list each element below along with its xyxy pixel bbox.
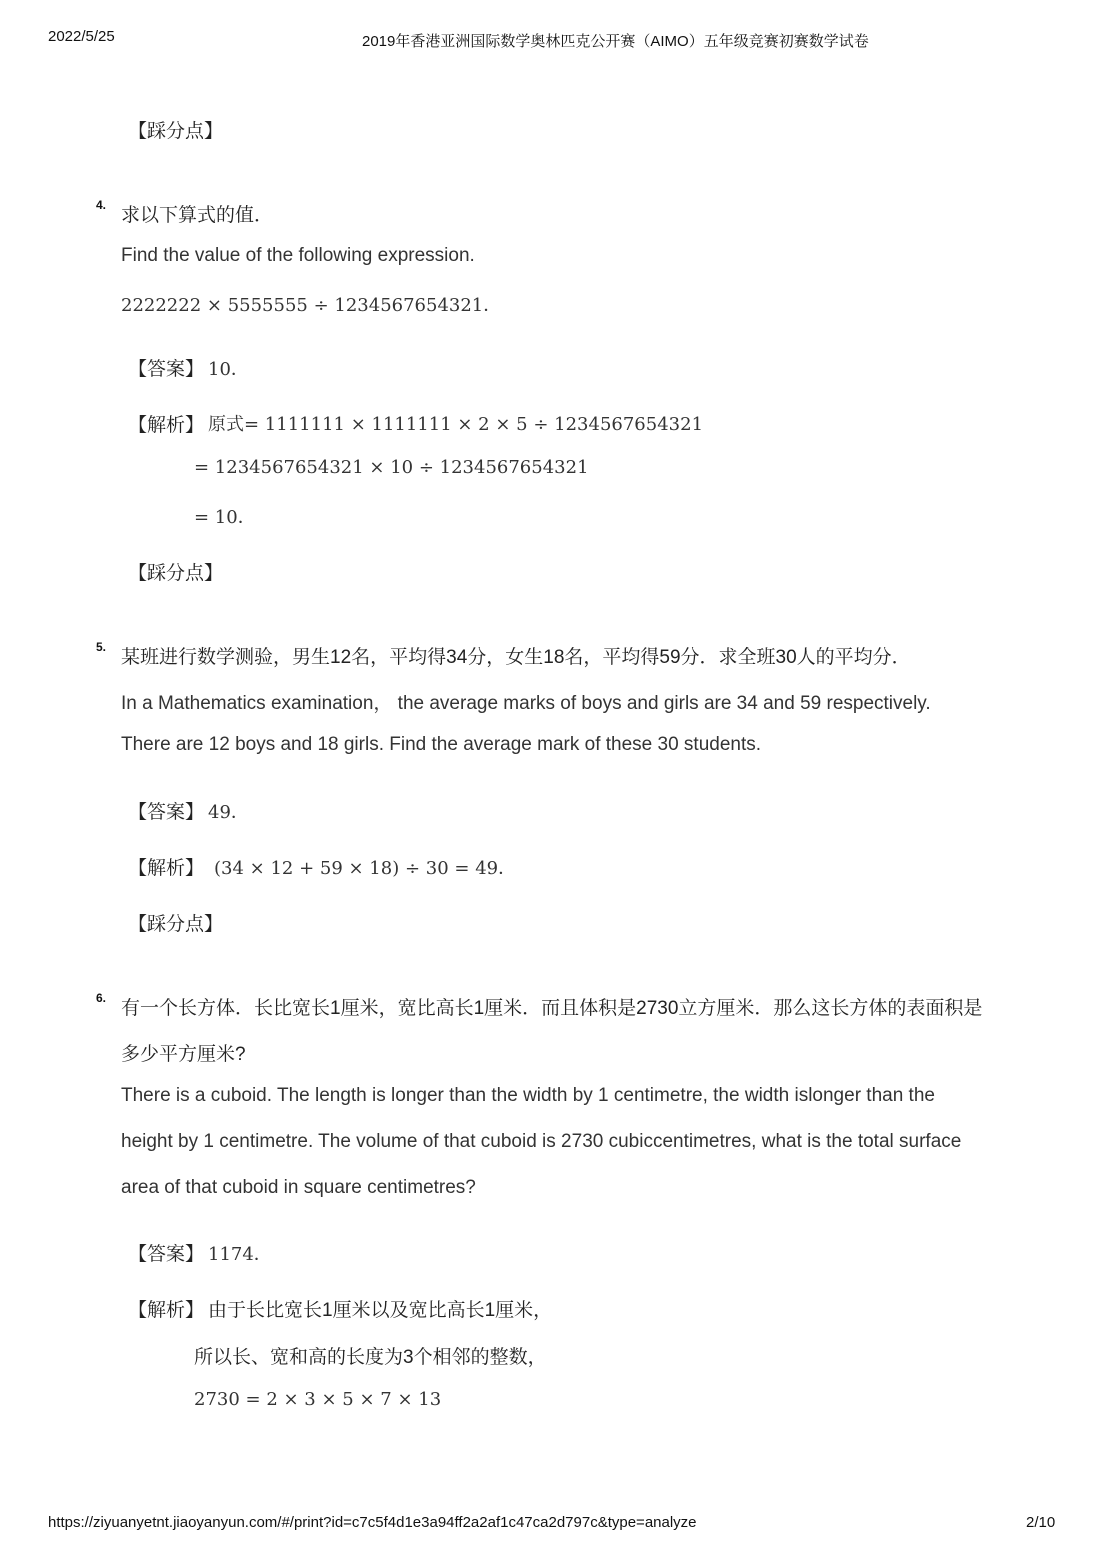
document-title: 2019年香港亚洲国际数学奥林匹克公开赛（AIMO）五年级竞赛初赛数学试卷 (362, 33, 869, 50)
q4-text-cn: 求以下算式的值． (121, 205, 274, 226)
q6-analysis-line2: 所以长、宽和高的长度为3个相邻的整数， (194, 1347, 547, 1368)
q5-text-en-line1: In a Mathematics examination， the average marks of boys and girls are 34 and 59 respectively. (121, 693, 931, 714)
q4-analysis-label: 【解析】 (128, 415, 205, 436)
page-number: 2/10 (1026, 1514, 1056, 1531)
q4-text-en: Find the value of the following expression. (121, 245, 475, 266)
q6-text-cn-line1: 有一个长方体．长比宽长1厘米，宽比高长1厘米．而且体积是2730立方厘米．那么这长方体的表面积是 (121, 998, 983, 1019)
q5-text-cn: 某班进行数学测验，男生12名，平均得34分，女生18名，平均得59分．求全班30人的平均分． (121, 647, 911, 668)
q6-analysis-label: 【解析】 (128, 1300, 205, 1321)
q5-number: 5. (96, 640, 107, 654)
q4-analysis-line2: = 1234567654321 × 10 ÷ 1234567654321 (194, 457, 589, 478)
q6-analysis-line3: 2730 = 2 × 3 × 5 × 7 × 13 (194, 1389, 442, 1410)
q5-answer-label: 【答案】 (128, 802, 205, 823)
q4-answer-value: 10． (208, 359, 249, 380)
q6-answer-value: 1174． (208, 1244, 272, 1265)
q4-analysis-line3: = 10． (194, 507, 256, 528)
prev-scoring-label: 【踩分点】 (128, 121, 224, 142)
q6-text-en-line1: There is a cuboid. The length is longer than the width by 1 centimetre, the width islonger than the (121, 1085, 935, 1106)
q6-text-cn-line2: 多少平方厘米? (121, 1044, 246, 1065)
q6-analysis-line1: 由于长比宽长1厘米以及宽比高长1厘米， (208, 1300, 553, 1321)
q5-text-en-line2: There are 12 boys and 18 girls. Find the average mark of these 30 students. (121, 734, 762, 755)
q4-expression: 2222222 × 5555555 ÷ 1234567654321． (121, 295, 502, 316)
q6-text-en-line3: area of that cuboid in square centimetres? (121, 1177, 476, 1198)
q5-analysis-label: 【解析】 (128, 858, 205, 879)
q5-answer-value: 49． (208, 802, 249, 823)
q4-analysis-line1: 原式= 1111111 × 1111111 × 2 × 5 ÷ 1234567654321 (208, 414, 704, 435)
q5-analysis: (34 × 12 + 59 × 18) ÷ 30 = 49． (214, 858, 517, 879)
q6-number: 6. (96, 991, 107, 1005)
q5-scoring-label: 【踩分点】 (128, 914, 224, 935)
print-date: 2022/5/25 (48, 28, 115, 45)
q4-number: 4. (96, 198, 107, 212)
q6-answer-label: 【答案】 (128, 1244, 205, 1265)
q4-scoring-label: 【踩分点】 (128, 563, 224, 584)
q6-text-en-line2: height by 1 centimetre. The volume of that cuboid is 2730 cubiccentimetres, what is the total surface (121, 1131, 962, 1152)
q4-answer-label: 【答案】 (128, 359, 205, 380)
page-url: https://ziyuanyetnt.jiaoyanyun.com/#/print?id=c7c5f4d1e3a94ff2a2af1c47ca2d797c&type=analyze (48, 1514, 697, 1531)
